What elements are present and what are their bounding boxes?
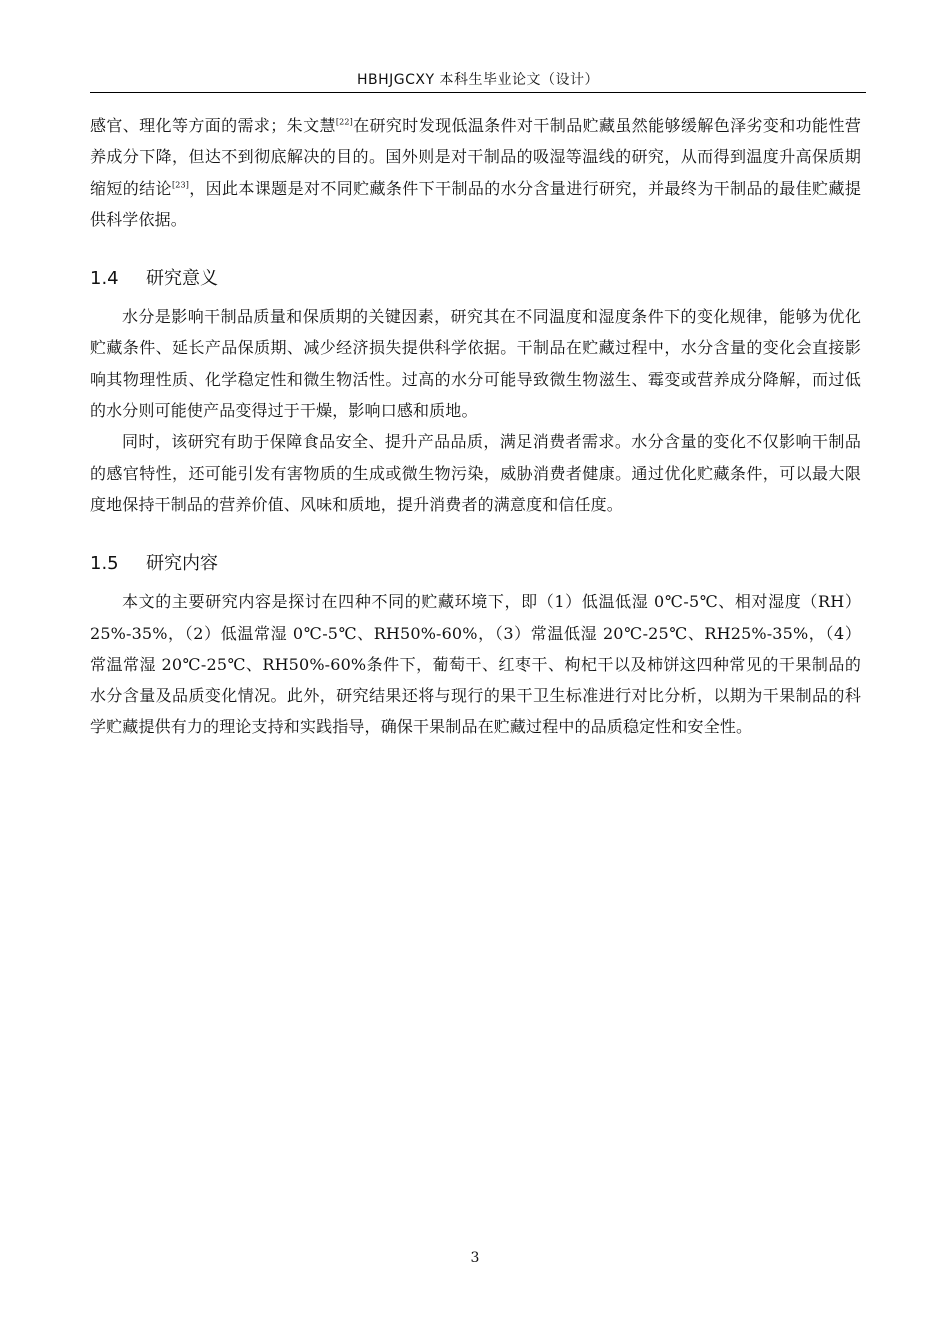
- header-rule: [90, 92, 866, 93]
- section-title: 研究意义: [146, 268, 218, 290]
- paragraph: 水分是影响干制品质量和保质期的关键因素，研究其在不同温度和湿度条件下的变化规律，能够为优化贮藏条件、延长产品保质期、减少经济损失提供科学依据。干制品在贮藏过程中，水分含量的变化会直接影响其物理性质、化学稳定性和微生物活性。过高的水分可能导致微生物滋生、霉变或营养成分降解，而过低的水分则可能使产品变得过于干燥，影响口感和质地。: [90, 307, 861, 421]
- section-heading-1-5: [90, 548, 861, 580]
- page-number: 3: [470, 1250, 480, 1266]
- intro-text-2: 在研究时发现低温条件对干制品贮藏虽然能够缓解色泽劣变和功能性营养成分下降，但达不到彻底解决的目的。国外则是对干制品的吸湿等温线的研究，从而得到温度升高保质期缩短的结论: [90, 116, 861, 198]
- paragraph: 同时，该研究有助于保障食品安全、提升产品品质，满足消费者需求。水分含量的变化不仅影响干制品的感官特性，还可能引发有害物质的生成或微生物污染，威胁消费者健康。通过优化贮藏条件，可以最大限度地保持干制品的营养价值、风味和质地，提升消费者的满意度和信任度。: [90, 432, 861, 514]
- intro-text-3: ，因此本课题是对不同贮藏条件下干制品的水分含量进行研究，并最终为干制品的最佳贮藏提供科学依据。: [90, 178, 861, 229]
- intro-text-1: 感官、理化等方面的需求；朱文慧: [90, 116, 336, 135]
- paragraph: 本文的主要研究内容是探讨在四种不同的贮藏环境下，即（1）低温低湿 0℃-5℃、相对湿度（RH）25%-35%，（2）低温常湿 0℃-5℃、RH50%-60%，（3）常温低湿 20℃-25℃、RH25%-35%，（4）常温常湿 20℃-25℃、RH50%-60%条件下，葡萄干、红枣干、枸杞干以及柿饼这四种常见的干果制品的水分含量及品质变化情况。此外，研究结果还将与现行的果干卫生标准进行对比分析，以期为干果制品的科学贮藏提供有力的理论支持和实践指导，确保干果制品在贮藏过程中的品质稳定性和安全性。: [90, 592, 861, 737]
- running-header: HBHJGCXY 本科生毕业论文（设计）: [356, 72, 599, 88]
- intro-paragraph: [90, 110, 861, 235]
- section-number: 1.4: [90, 268, 119, 290]
- citation-22: [22]: [335, 117, 353, 127]
- page-body: [90, 110, 861, 743]
- section-number: 1.5: [90, 553, 119, 575]
- citation-23: [23]: [171, 180, 189, 190]
- section-title: 研究内容: [146, 553, 218, 575]
- section-heading-1-4: [90, 263, 861, 295]
